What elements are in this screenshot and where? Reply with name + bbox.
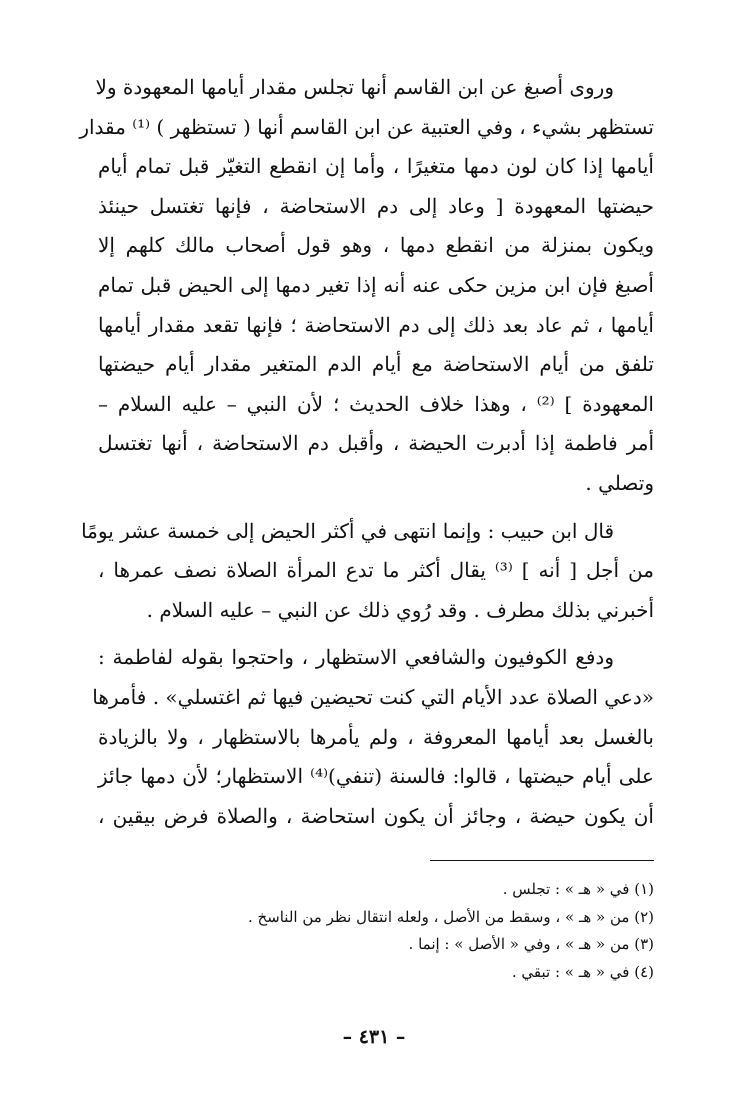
text-line: ودفع الكوفيون والشافعي الاستظهار ، واحتجوا بقوله لفاطمة :: [98, 645, 614, 670]
text-line: حيضتها المعهودة [ وعاد إلى دم الاستحاضة ، فإنها تغتسل حينئذ: [98, 193, 654, 218]
footnote-divider: [430, 860, 654, 861]
text-line: بالغسل بعد أيامها المعروفة ، ولم يأمرها بالاستظهار ، ولا بالزيادة: [98, 724, 654, 749]
text-line: أيامها إذا كان لون دمها متغيرًا ، وأما إن انقطع التغيّر قبل تمام أيام: [98, 154, 654, 179]
text-line: على أيام حيضتها ، قالوا: فالسنة (تنفي)⁽⁴⁾ الاستظهار؛ لأن دمها جائز: [98, 764, 654, 789]
text-line: وروى أصبغ عن ابن القاسم أنها تجلس مقدار أيامها المعهودة ولا: [95, 75, 614, 99]
paragraph-3: [92, 638, 654, 836]
text-line: أصبغ فإن ابن مزين حكى عنه أنه إذا تغير دمها إلى الحيض قبل تمام: [98, 272, 654, 297]
footnote-1: (١) في « هـ » : تجلس .: [502, 880, 654, 898]
text-line: أيامها ، ثم عاد بعد ذلك إلى دم الاستحاضة ؛ فإنها تقعد مقدار أيامها: [98, 312, 654, 337]
text-line: وتصلي .: [585, 470, 654, 495]
text-line: المعهودة ] ⁽²⁾ ، وهذا خلاف الحديث ؛ لأن النبي – عليه السلام –: [98, 391, 654, 416]
paragraph-2: [81, 512, 654, 631]
text-line: أخبرني بذلك مطرف . وقد رُوي ذلك عن النبي – عليه السلام .: [146, 597, 654, 622]
footnote-2: (٢) من « هـ » ، وسقط من الأصل ، ولعله انتقال نظر من الناسخ .: [247, 907, 654, 926]
text-line: تلفق من أيام الاستحاضة مع أيام الدم المتغير مقدار أيام حيضتها: [98, 352, 654, 377]
text-line: أمر فاطمة إذا أدبرت الحيضة ، وأقبل دم الاستحاضة ، أنها تغتسل: [98, 431, 654, 456]
footnote-4: (٤) في « هـ » : تبقي .: [511, 962, 654, 981]
text-line: ويكون بمنزلة من انقطع دمها ، وهو قول أصحاب مالك كلهم إلا: [98, 233, 654, 258]
footnote-3: (٣) من « هـ » ، وفي « الأصل » : إنما .: [408, 935, 654, 953]
main-text: [79, 68, 654, 836]
text-line: «دعي الصلاة عدد الأيام التي كنت تحيضين فيها ثم اغتسلي» . فأمرها: [92, 684, 654, 709]
text-line: أن يكون حيضة ، وجائز أن يكون استحاضة ، والصلاة فرض بيقين ،: [98, 803, 654, 828]
text-line: من أجل [ أنه ] ⁽³⁾ يقال أكثر ما تدع المرأة الصلاة نصف عمرها ،: [98, 558, 654, 583]
text-line: قال ابن حبيب : وإنما انتهى في أكثر الحيض إلى خمسة عشر يومًا: [81, 518, 614, 543]
paragraph-1: [79, 68, 654, 504]
footnotes: [140, 876, 654, 986]
page-number: – ٤٣١ –: [342, 1026, 406, 1048]
text-line: تستظهر بشيء ، وفي العتبية عن ابن القاسم أنها ( تستظهر ) ⁽¹⁾ مقدار: [79, 114, 654, 139]
